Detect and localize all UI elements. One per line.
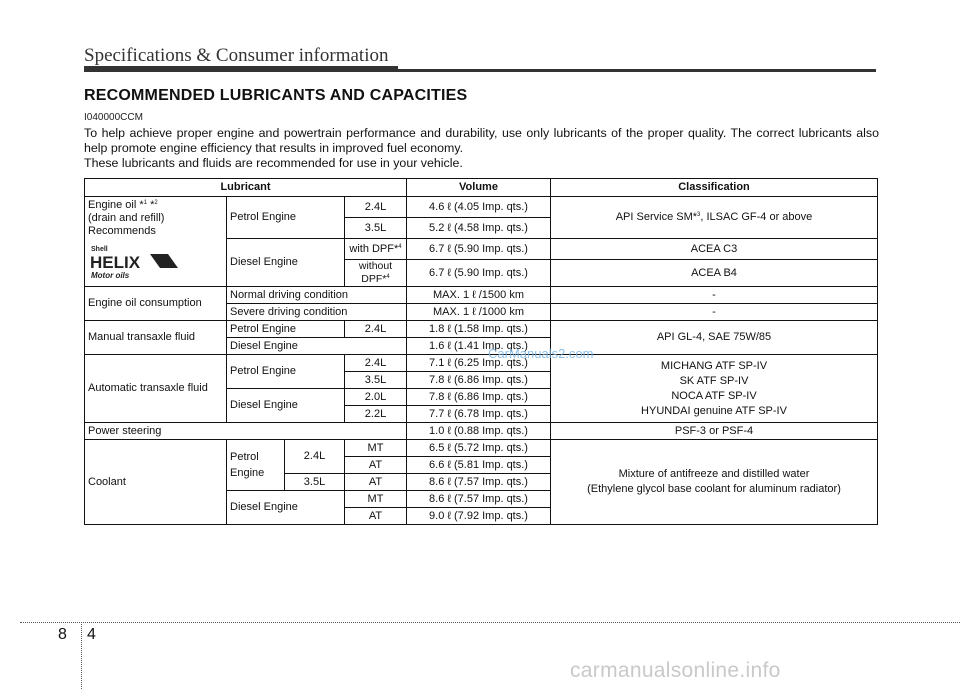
header-lubricant: Lubricant <box>85 179 407 197</box>
oil-consumption-severe-volume: MAX. 1 ℓ /1000 km <box>407 304 551 321</box>
section-title: RECOMMENDED LUBRICANTS AND CAPACITIES <box>84 87 468 104</box>
engine-oil-p35: 3.5L <box>345 218 407 239</box>
coolant-p24-at-volume: 6.6 ℓ (5.81 Imp. qts.) <box>407 457 551 474</box>
coolant-diesel-mt-volume: 8.6 ℓ (7.57 Imp. qts.) <box>407 491 551 508</box>
engine-oil-with-dpf: with DPF*$^4$ <box>345 239 407 260</box>
logo-swoosh <box>150 254 178 268</box>
manual-transaxle-label: Manual transaxle fluid <box>85 321 227 355</box>
automatic-class: MICHANG ATF SP-IV SK ATF SP-IV NOCA ATF SP-IV HYUNDAI genuine ATF SP-IV <box>551 355 878 423</box>
header-rule-thick <box>84 66 398 72</box>
automatic-p24: 2.4L <box>345 355 407 372</box>
intro-paragraph: These lubricants and fluids are recommended for use in your vehicle. <box>84 156 463 170</box>
logo-name-text: HELIX <box>90 253 141 272</box>
site-watermark: carmanualsonline.info <box>570 659 781 682</box>
table-row <box>85 423 878 440</box>
manual-petrol-size: 2.4L <box>345 321 407 338</box>
automatic-petrol: Petrol Engine <box>227 355 345 389</box>
oil-consumption-severe-class: - <box>551 304 878 321</box>
coolant-diesel: Diesel Engine <box>227 491 345 525</box>
table-row <box>85 197 878 218</box>
engine-oil-cell: Engine oil *$^1$ *$^2$ (drain and refill) Recommends Shell HELIX Motor oils <box>85 197 227 287</box>
manual-class: API GL-4, SAE 75W/85 <box>551 321 878 355</box>
engine-oil-without-dpf: without DPF*$^4$ <box>345 260 407 287</box>
coolant-p24-mt: MT <box>345 440 407 457</box>
coolant-label: Coolant <box>85 440 227 525</box>
automatic-transaxle-label: Automatic transaxle fluid <box>85 355 227 423</box>
logo-brand-text: Shell <box>91 246 108 253</box>
engine-oil-p24: 2.4L <box>345 197 407 218</box>
coolant-p35: 3.5L <box>285 474 345 491</box>
manual-petrol-volume: 1.8 ℓ (1.58 Imp. qts.) <box>407 321 551 338</box>
engine-oil-diesel: Diesel Engine <box>227 239 345 287</box>
footer-divider <box>81 624 82 689</box>
watermark-text: CarManuals2.com <box>488 346 594 361</box>
power-steering-volume: 1.0 ℓ (0.88 Imp. qts.) <box>407 423 551 440</box>
engine-oil-p35-volume: 5.2 ℓ (4.58 Imp. qts.) <box>407 218 551 239</box>
automatic-d20-volume: 7.8 ℓ (6.86 Imp. qts.) <box>407 389 551 406</box>
automatic-p35-volume: 7.8 ℓ (6.86 Imp. qts.) <box>407 372 551 389</box>
page-header-title: Specifications & Consumer information <box>84 45 389 66</box>
automatic-diesel: Diesel Engine <box>227 389 345 423</box>
table-row <box>85 321 878 338</box>
automatic-d22: 2.2L <box>345 406 407 423</box>
engine-oil-without-dpf-volume: 6.7 ℓ (5.90 Imp. qts.) <box>407 260 551 287</box>
engine-oil-p24-volume: 4.6 ℓ (4.05 Imp. qts.) <box>407 197 551 218</box>
automatic-d22-volume: 7.7 ℓ (6.78 Imp. qts.) <box>407 406 551 423</box>
chapter-number: 8 <box>58 626 67 643</box>
coolant-class: Mixture of antifreeze and distilled water (Ethylene glycol base coolant for aluminum radiator) <box>551 440 878 525</box>
footer-rule <box>20 622 960 623</box>
oil-consumption-severe: Severe driving condition <box>227 304 407 321</box>
engine-oil-without-dpf-class: ACEA B4 <box>551 260 878 287</box>
oil-consumption-normal-volume: MAX. 1 ℓ /1500 km <box>407 287 551 304</box>
section-code: I040000CCM <box>84 112 143 123</box>
manual-petrol: Petrol Engine <box>227 321 345 338</box>
coolant-petrol: Petrol Engine <box>227 440 285 491</box>
coolant-p24-at: AT <box>345 457 407 474</box>
page-number: 4 <box>87 626 96 643</box>
manual-diesel: Diesel Engine <box>227 338 407 355</box>
logo-tag-text: Motor oils <box>91 271 130 280</box>
oil-consumption-normal-class: - <box>551 287 878 304</box>
automatic-d20: 2.0L <box>345 389 407 406</box>
coolant-diesel-at: AT <box>345 508 407 525</box>
manual-diesel-volume: 1.6 ℓ (1.41 Imp. qts.) <box>407 338 551 355</box>
engine-oil-petrol: Petrol Engine <box>227 197 345 239</box>
table-row <box>85 440 878 457</box>
intro-text <box>84 126 879 171</box>
engine-oil-with-dpf-volume: 6.7 ℓ (5.90 Imp. qts.) <box>407 239 551 260</box>
coolant-p35-at: AT <box>345 474 407 491</box>
table-header-row <box>85 179 878 197</box>
oil-consumption-label: Engine oil consumption <box>85 287 227 321</box>
coolant-p24: 2.4L <box>285 440 345 474</box>
coolant-p35-at-volume: 8.6 ℓ (7.57 Imp. qts.) <box>407 474 551 491</box>
automatic-p35: 3.5L <box>345 372 407 389</box>
power-steering-class: PSF-3 or PSF-4 <box>551 423 878 440</box>
coolant-p24-mt-volume: 6.5 ℓ (5.72 Imp. qts.) <box>407 440 551 457</box>
intro-paragraph: To help achieve proper engine and powertrain performance and durability, use only lubricants of the proper quality. The correct lubricants also help promote engine efficiency that results in improved fuel economy. <box>84 126 879 155</box>
oil-consumption-normal: Normal driving condition <box>227 287 407 304</box>
coolant-diesel-mt: MT <box>345 491 407 508</box>
engine-oil-petrol-class: API Service SM*$^3$, ILSAC GF-4 or above <box>551 197 878 239</box>
automatic-p24-volume: 7.1 ℓ (6.25 Imp. qts.) <box>407 355 551 372</box>
table-row <box>85 355 878 372</box>
header-volume: Volume <box>407 179 551 197</box>
engine-oil-with-dpf-class: ACEA C3 <box>551 239 878 260</box>
shell-helix-logo <box>88 242 180 280</box>
coolant-diesel-at-volume: 9.0 ℓ (7.92 Imp. qts.) <box>407 508 551 525</box>
lubricants-table <box>84 178 878 525</box>
power-steering-label: Power steering <box>85 423 407 440</box>
header-classification: Classification <box>551 179 878 197</box>
table-row <box>85 287 878 304</box>
